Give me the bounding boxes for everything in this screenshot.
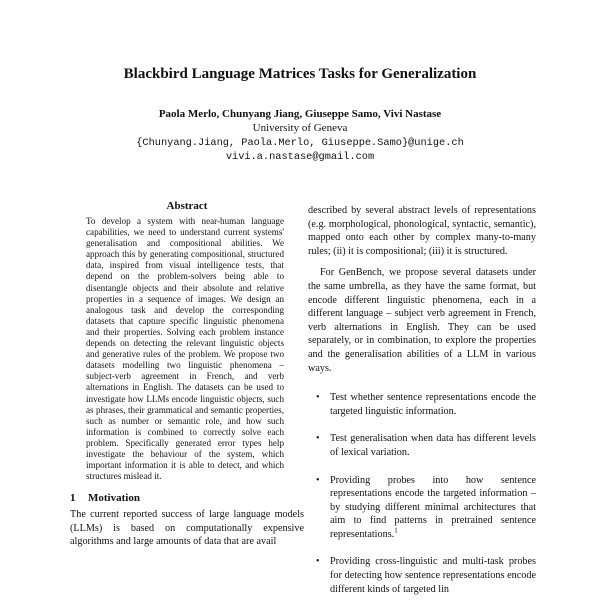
motivation-paragraph: The current reported success of large language models (LLMs) is based on computationally expensive algorithms and large amounts of data that are avail (70, 509, 304, 548)
paper-title: Blackbird Language Matrices Tasks for Generalization (123, 66, 477, 82)
section-number: 1 (70, 492, 76, 505)
right-paragraph-2: For GenBench, we propose several datasets under the same umbrella, as they have the same format, but encode different linguistic phenomena, each in a different language – subject verb agreement in French, verb alternations in English. They can be used separately, or in combination, to explore the properties and the generalisation abilities of a LLM in various ways. (308, 267, 536, 374)
right-paragraph-1: described by several abstract levels of representations (e.g. morphological, phonological, syntactic, semantic), mapped onto each other by complex many-to-many rules; (ii) it is compositional; (iii) it is structured. (308, 205, 536, 257)
section-heading-motivation (70, 492, 304, 504)
bullet-icon: • (316, 433, 320, 445)
list-item-text: Providing cross-linguistic and multi-task probes for detecting how sentence representations encode different kinds of targeted lin (330, 556, 536, 595)
list-item (308, 555, 536, 596)
paper-email-line-2: vivi.a.nastase@gmail.com (225, 151, 375, 163)
paper-affiliation: University of Geneva (252, 122, 348, 134)
paper-email-line-1: {Chunyang.Jiang, Paola.Merlo, Giuseppe.Samo}@unige.ch (136, 137, 464, 149)
abstract-heading: Abstract (166, 200, 208, 212)
list-item (308, 474, 536, 542)
bullet-icon: • (316, 392, 320, 404)
list-item (308, 391, 536, 418)
bullet-icon: • (316, 556, 320, 568)
bullet-icon: • (316, 474, 320, 486)
list-item-text: Test whether sentence representations encode the targeted linguistic information. (330, 392, 536, 417)
right-column (308, 204, 536, 610)
paper-authors: Paola Merlo, Chunyang Jiang, Giuseppe Samo, Vivi Nastase (158, 108, 442, 120)
left-column (70, 200, 304, 549)
footnote-marker[interactable]: 1 (394, 526, 398, 535)
section-title: Motivation (88, 492, 140, 505)
list-item (308, 432, 536, 459)
contribution-list (308, 391, 536, 596)
list-item-text: Test generalisation when data has different levels of lexical variation. (330, 433, 536, 458)
abstract-text: To develop a system with near-human language capabilities, we need to understand current systems' generalisation and compositional abilities. We approach this by generating compositional, structured data, inspired from visual intelligence tests, that depend on the problem-solvers being able to disentangle objects and their absolute and relative properties in a sequence of images. We design an analogous task and develop the corresponding datasets that capture specific linguistic phenomena and their properties. Solving each problem instance depends on detecting the relevant linguistic objects and generative rules of the problem. We propose two datasets modelling two linguistic phenomena – subject-verb agreement in French, and verb alternations in English. The datasets can be used to investigate how LLMs encode linguistic objects, such as phrases, their grammatical and semantic properties, such as number or semantic role, and how such information is combined to correctly solve each problem. Specifically generated error types help investigate the behaviour of the system, which important information it is able to detect, and which structures mislead it. (86, 216, 284, 482)
list-item-text: Providing probes into how sentence representations encode the targeted information – by studying different minimal architectures that aim to find patterns in pretrained sentence representations. (330, 474, 536, 540)
